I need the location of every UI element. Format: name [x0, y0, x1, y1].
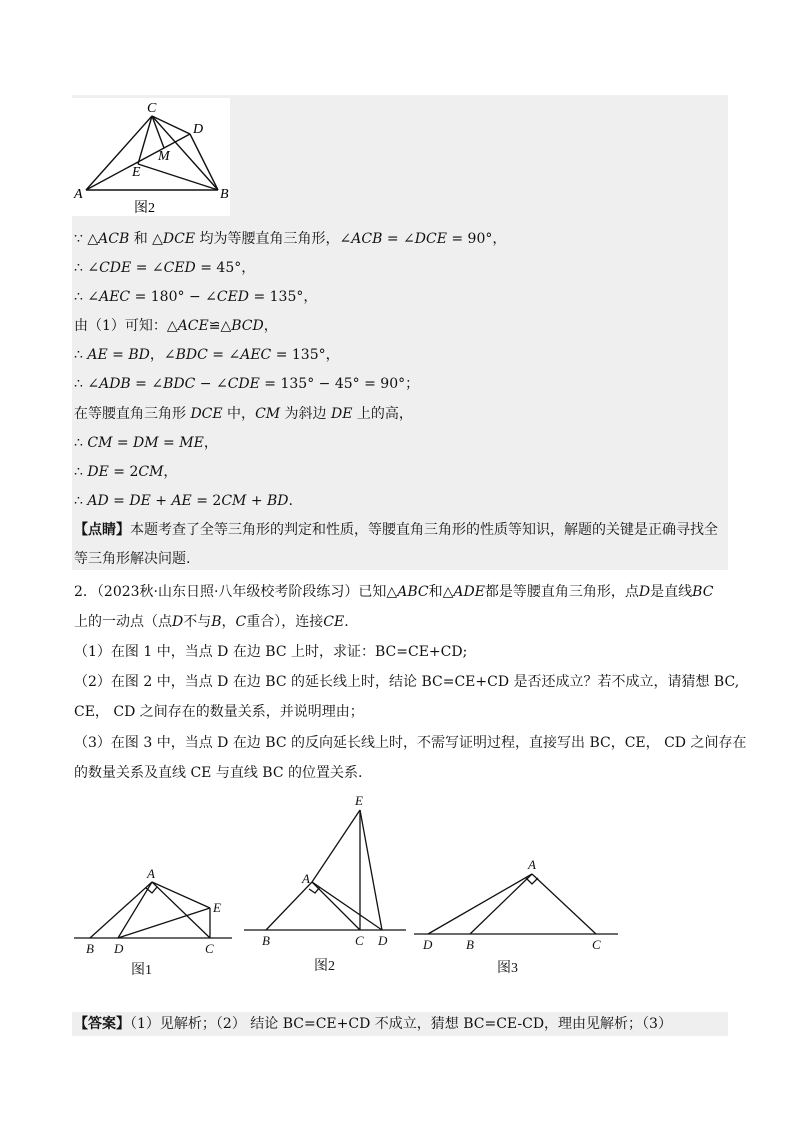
figure-top	[72, 98, 230, 216]
fig1-label-E: E	[213, 900, 221, 915]
label-E: E	[132, 165, 141, 180]
fig1-caption: 图1	[131, 963, 152, 978]
fig1-label-C: C	[205, 941, 214, 956]
figure-3	[414, 874, 618, 934]
problem-part-3-line-1: （3）在图 3 中，当点 D 在边 BC 的反向延长线上时，不需写证明过程，直接写出 BC，CE， CD 之间存在	[74, 735, 747, 751]
fig2-label-B: B	[262, 933, 270, 948]
fig3-right-angle-mark	[526, 878, 538, 884]
solution-line-5: ∴ AE = BD，∠BDC = ∠AEC = 135°，	[74, 347, 340, 363]
fig1-label-A: A	[147, 866, 155, 881]
label-D: D	[193, 122, 204, 137]
fig1-label-D: D	[114, 941, 124, 956]
comment-line-1: 【点睛】本题考查了全等三角形的判定和性质，等腰直角三角形的性质等知识，解题的关键是正确寻找全	[74, 522, 718, 538]
answer-tag: 【答案】	[74, 1016, 130, 1032]
fig1-right-angle-mark	[146, 887, 157, 893]
comment-line-2: 等三角形解决问题.	[74, 551, 191, 567]
fig1-segment-DE	[118, 908, 210, 938]
solution-line-9: ∴ DE = 2CM，	[74, 464, 178, 480]
fig2-label-E: E	[355, 793, 363, 808]
solution-line-7: 在等腰直角三角形 DCE 中，CM 为斜边 DE 上的高，	[74, 406, 413, 422]
fig2-segment-AE	[312, 810, 360, 882]
figure-caption: 图2	[134, 201, 155, 216]
label-M: M	[158, 149, 170, 164]
figure-1	[74, 882, 232, 938]
label-C: C	[147, 101, 157, 116]
solution-line-4: 由（1）可知：△ACE≌△BCD，	[74, 318, 278, 334]
fig1-segment-AE	[152, 882, 210, 908]
fig2-label-D: D	[378, 933, 388, 948]
solution-line-10: ∴ AD = DE + AE = 2CM + BD.	[74, 493, 293, 509]
solution-line-1: ∵ △ACB 和 △DCE 均为等腰直角三角形，∠ACB = ∠DCE = 90°，	[74, 231, 507, 247]
fig2-segment-DE	[360, 810, 382, 930]
label-B: B	[220, 187, 229, 202]
figures-row	[0, 790, 800, 990]
problem-part-1: （1）在图 1 中，当点 D 在边 BC 上时，求证：BC=CE+CD;	[74, 644, 468, 660]
fig2-caption: 图2	[314, 959, 335, 974]
problem-part-3-line-2: 的数量关系及直线 CE 与直线 BC 的位置关系.	[74, 765, 363, 781]
fig3-label-B: B	[466, 937, 474, 952]
fig2-segment-AB	[266, 882, 312, 930]
figure-2	[244, 810, 406, 930]
problem-part-2-line-2: CE， CD 之间存在的数量关系，并说明理由；	[74, 704, 364, 720]
fig1-segment-AD	[118, 882, 152, 938]
fig2-segment-AC	[312, 882, 360, 930]
solution-line-8: ∴ CM = DM = ME，	[74, 435, 218, 451]
fig1-label-B: B	[86, 941, 94, 956]
label-A: A	[74, 187, 83, 202]
solution-line-6: ∴ ∠ADB = ∠BDC − ∠CDE = 135° − 45° = 90°；	[74, 376, 420, 392]
problem-stem-line-1: 2．（2023秋·山东日照·八年级校考阶段练习）已知△ABC和△ADE都是等腰直角三角形，点D是直线BC	[74, 584, 714, 600]
fig2-segment-AD	[312, 882, 382, 930]
comment-tag: 【点睛】	[74, 522, 130, 538]
solution-line-2: ∴ ∠CDE = ∠CED = 45°，	[74, 260, 256, 276]
fig3-label-C: C	[592, 937, 601, 952]
fig1-segment-AC	[152, 882, 210, 938]
fig3-label-D: D	[423, 937, 433, 952]
fig2-label-A: A	[302, 871, 310, 886]
problem-part-2-line-1: （2）在图 2 中，当点 D 在边 BC 的延长线上时，结论 BC=CE+CD 是否还成立？若不成立，请猜想 BC,	[74, 674, 740, 690]
fig2-label-C: C	[355, 933, 364, 948]
problem-stem-line-2: 上的一动点（点D不与B，C重合），连接CE.	[74, 614, 349, 630]
solution-line-3: ∴ ∠AEC = 180° − ∠CED = 135°，	[74, 289, 318, 305]
fig3-label-A: A	[528, 857, 536, 872]
fig3-caption: 图3	[497, 961, 518, 976]
answer-line: 【答案】（1）见解析；（2） 结论 BC=CE+CD 不成立，猜想 BC=CE-CD，理由见解析；（3）	[74, 1016, 672, 1032]
fig3-segment-AC	[532, 874, 596, 934]
